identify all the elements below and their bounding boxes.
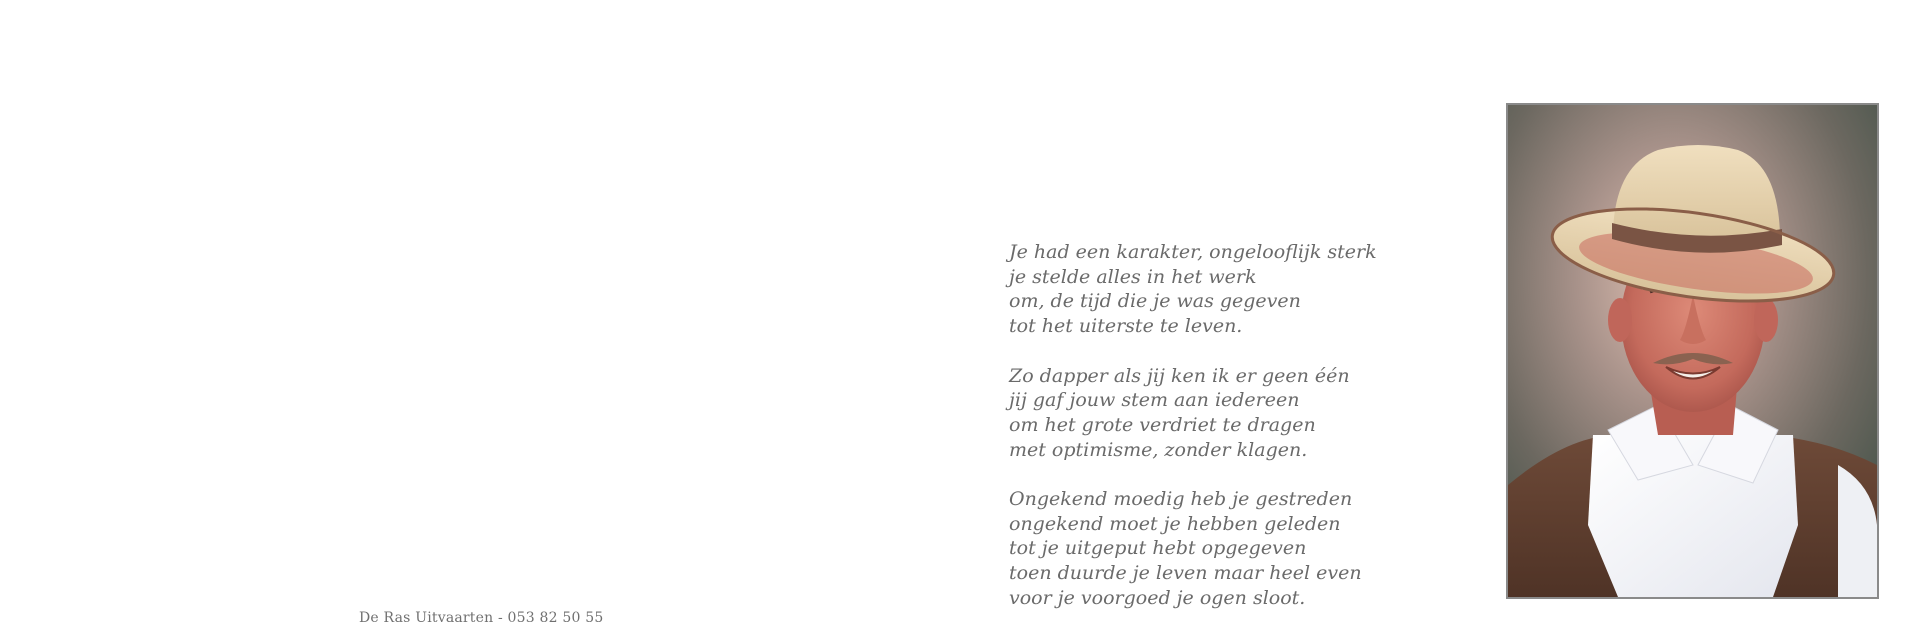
portrait-illustration	[1508, 105, 1877, 597]
poem-line: tot je uitgeput hebt opgegeven	[1009, 537, 1307, 560]
portrait-photo	[1506, 103, 1879, 599]
ear-left	[1608, 298, 1632, 342]
poem-line: je stelde alles in het werk	[1009, 265, 1257, 288]
memorial-poem	[1009, 240, 1377, 611]
poem-line: met optimisme, zonder klagen.	[1009, 438, 1308, 461]
poem-line: voor je voorgoed je ogen sloot.	[1009, 586, 1306, 609]
poem-stanza	[1009, 240, 1377, 339]
poem-line: ongekend moet je hebben geleden	[1009, 512, 1341, 535]
poem-line: om het grote verdriet te dragen	[1009, 413, 1316, 436]
poem-line: tot het uiterste te leven.	[1009, 315, 1243, 338]
ear-right	[1754, 298, 1778, 342]
poem-line: om, de tijd die je was gegeven	[1009, 290, 1301, 313]
poem-line: toen duurde je leven maar heel even	[1009, 562, 1362, 585]
poem-line: Je had een karakter, ongelooflijk sterk	[1009, 241, 1377, 263]
shirt-shape	[1588, 435, 1798, 597]
poem-line: Zo dapper als jij ken ik er geen één	[1009, 364, 1350, 387]
poem-stanza	[1009, 487, 1377, 611]
funeral-home-footer: De Ras Uitvaarten - 053 82 50 55	[359, 610, 604, 626]
poem-stanza	[1009, 364, 1377, 463]
poem-line: Ongekend moedig heb je gestreden	[1009, 488, 1353, 510]
poem-line: jij gaf jouw stem aan iedereen	[1009, 389, 1300, 412]
